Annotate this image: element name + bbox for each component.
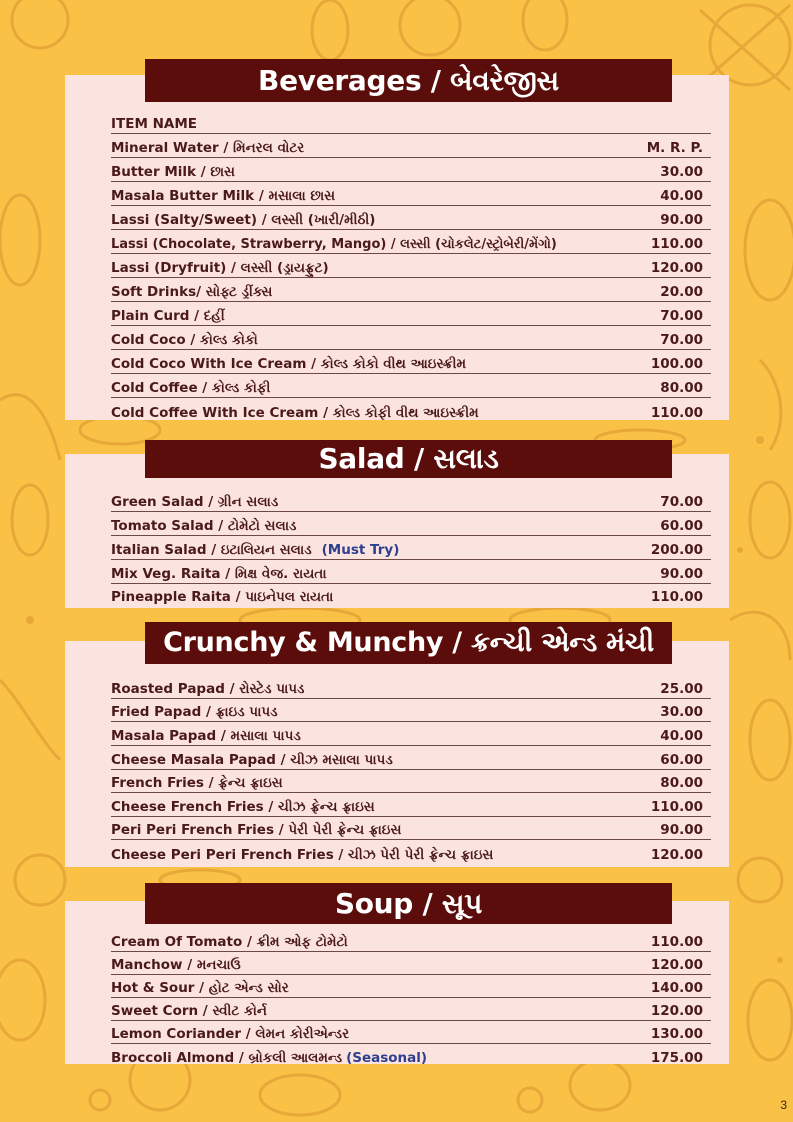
menu-item [111,817,711,840]
menu-item [111,722,711,746]
item-price: 70.00 [660,494,703,510]
item-name: Roasted Papad / રોસ્ટેડ પાપડ [111,681,305,697]
menu-item [111,302,711,326]
item-price: 120.00 [650,260,703,276]
menu-item [111,840,711,864]
menu-item [111,1044,711,1067]
item-name: Fried Papad / ફ્રાઇડ પાપડ [111,704,278,720]
must-try-tag: (Must Try) [321,542,400,558]
item-name: Cold Coffee With Ice Cream / કોલ્ડ કોફી વીથ આઇસ્ક્રીમ [111,405,479,421]
item-price: 40.00 [660,188,703,204]
seasonal-tag: (Seasonal) [346,1050,428,1066]
menu-item [111,770,711,793]
item-price: 30.00 [660,704,703,720]
item-name: Pineapple Raita / પાઇનેપલ રાયતા [111,589,334,605]
item-name: Cold Coco / કોલ્ડ કોકો [111,332,258,348]
menu-item [111,374,711,398]
item-price: 40.00 [660,728,703,744]
item-name: Plain Curd / દહીં [111,308,225,324]
item-price: 80.00 [660,380,703,396]
menu-item [111,398,711,422]
item-price: 110.00 [650,589,703,605]
item-price: 110.00 [650,236,703,252]
menu-item [111,134,711,158]
item-price: 130.00 [650,1026,703,1042]
item-name: Cheese Peri Peri French Fries / ચીઝ પેરી પેરી ફ્રેન્ચ ફ્રાઇસ [111,847,494,863]
item-name [111,1050,427,1066]
item-name: Masala Butter Milk / મસાલા છાસ [111,188,336,204]
menu-item [111,560,711,584]
item-price: 80.00 [660,775,703,791]
item-name: Cheese Masala Papad / ચીઝ મસાલા પાપડ [111,752,393,768]
menu-item [111,230,711,254]
item-price: 30.00 [660,164,703,180]
item-name: Cold Coffee / કોલ્ડ કોફી [111,380,271,396]
item-price: 60.00 [660,518,703,534]
item-price: 20.00 [660,284,703,300]
item-name: Hot & Sour / હોટ એન્ડ સોર [111,980,289,996]
beverages-title: Beverages / બેવરેજીસ [145,59,672,102]
menu-item [111,206,711,230]
menu-item [111,975,711,998]
item-price: 120.00 [650,847,703,863]
item-name: Cold Coco With Ice Cream / કોલ્ડ કોકો વીથ આઇસ્ક્રીમ [111,356,467,372]
item-name: Butter Milk / છાસ [111,164,235,180]
menu-item [111,793,711,817]
item-name: Sweet Corn / સ્વીટ કોર્ન [111,1003,267,1019]
item-price: 70.00 [660,308,703,324]
page-number: 3 [780,1098,787,1112]
menu-item [111,182,711,206]
item-price: 200.00 [650,542,703,558]
menu-item [111,254,711,278]
item-price: 175.00 [650,1050,703,1066]
item-name: Cream Of Tomato / ક્રીમ ઓફ ટોમેટો [111,934,348,950]
item-price: 25.00 [660,681,703,697]
beverages-list [111,113,711,422]
item-price: 120.00 [650,957,703,973]
menu-item [111,278,711,302]
item-name: Green Salad / ગ્રીન સલાડ [111,494,279,510]
soup-panel [65,901,729,1064]
item-name: Lassi (Dryfruit) / લસ્સી (ડ્રાયફ્રુટ) [111,260,329,276]
item-price: 90.00 [660,212,703,228]
item-name: Mix Veg. Raita / મિક્ષ વેજ. રાયતા [111,566,327,582]
item-name: Tomato Salad / ટોમેટો સલાડ [111,518,297,534]
menu-item [111,488,711,512]
item-name: Peri Peri French Fries / પેરી પેરી ફ્રેન્ચ ફ્રાઇસ [111,822,402,838]
item-price: 140.00 [650,980,703,996]
soup-list [111,931,711,1067]
item-price: 100.00 [650,356,703,372]
item-name: Mineral Water / મિનરલ વોટર [111,140,305,156]
beverages-panel [65,75,729,420]
item-name-text: Italian Salad / ઇટાલિયન સલાડ [111,542,312,558]
crunchy-title: Crunchy & Munchy / ક્રન્ચી એન્ડ મંચી [145,622,672,664]
item-price: 110.00 [650,934,703,950]
menu-item [111,675,711,699]
item-name-header-row [111,113,711,134]
item-name [111,542,399,558]
menu-item [111,931,711,952]
item-price: 70.00 [660,332,703,348]
item-name: Masala Papad / મસાલા પાપડ [111,728,301,744]
item-price: 60.00 [660,752,703,768]
crunchy-list [111,675,711,864]
menu-item [111,326,711,350]
item-name: French Fries / ફ્રેન્ચ ફ્રાઇસ [111,775,283,791]
item-name: Manchow / મનચાઉ [111,957,241,973]
menu-item [111,536,711,560]
menu-item [111,746,711,770]
menu-item [111,952,711,975]
item-price: 90.00 [660,822,703,838]
item-name: Cheese French Fries / ચીઝ ફ્રેન્ચ ફ્રાઇસ [111,799,375,815]
menu-item [111,158,711,182]
soup-title: Soup / સૂપ [145,883,672,924]
item-name: Lemon Coriander / લેમન કોરીએન્ડર [111,1026,350,1042]
item-price: M. R. P. [646,140,703,156]
item-name-text: Broccoli Almond / બ્રોકલી આલમન્ડ [111,1050,343,1066]
item-name-header: ITEM NAME [111,116,197,132]
item-price: 110.00 [650,405,703,421]
salad-title: Salad / સલાડ [145,440,672,478]
item-name: Lassi (Salty/Sweet) / લસ્સી (ખારી/મીઠી) [111,212,376,228]
item-price: 110.00 [650,799,703,815]
crunchy-panel [65,641,729,867]
menu-item [111,1021,711,1044]
item-price: 120.00 [650,1003,703,1019]
menu-item [111,998,711,1021]
item-name: Lassi (Chocolate, Strawberry, Mango) / લસ્સી (ચોકલેટ/સ્ટ્રોબેરી/મેંગો) [111,237,557,252]
menu-item [111,699,711,722]
salad-list [111,488,711,606]
menu-item [111,350,711,374]
menu-item [111,584,711,606]
menu-item [111,512,711,536]
item-price: 90.00 [660,566,703,582]
item-name: Soft Drinks/ સોફ્ટ ડ્રીંક્સ [111,284,273,300]
